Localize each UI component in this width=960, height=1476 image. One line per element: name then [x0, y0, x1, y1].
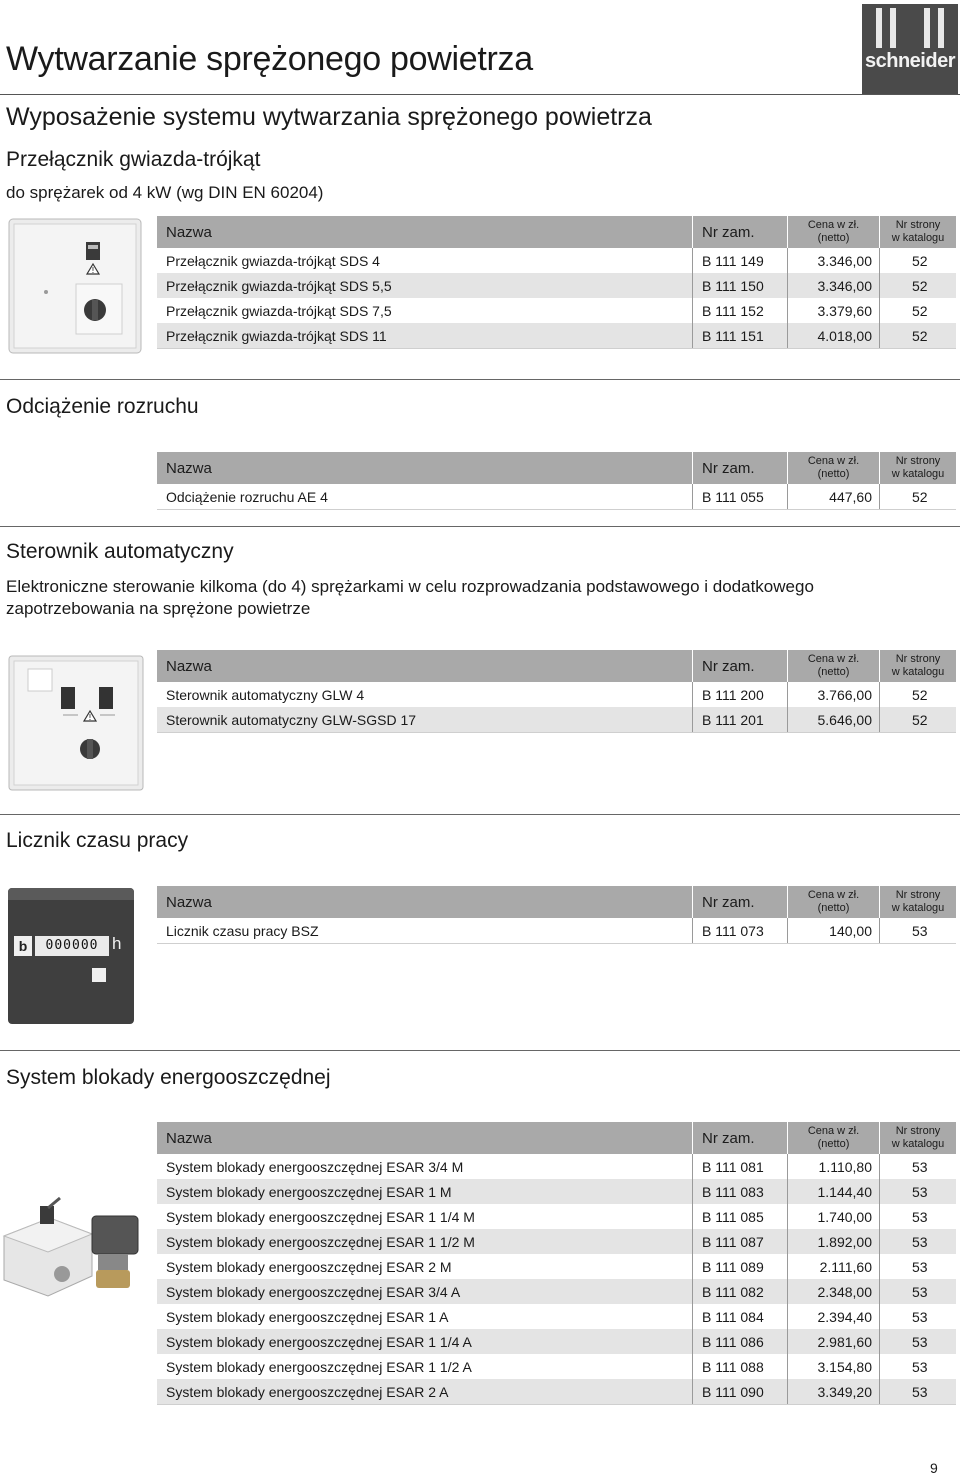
cell-name: Odciążenie rozruchu AE 4 — [157, 484, 693, 510]
col-header-price: Cena w zł. (netto) — [788, 216, 880, 248]
col-header-name: Nazwa — [157, 216, 693, 248]
section-title-controller: Sterownik automatyczny — [6, 540, 234, 563]
col-header-name: Nazwa — [157, 1122, 693, 1154]
cell-page: 52 — [880, 273, 957, 298]
counter-digits: 000000 — [35, 936, 109, 956]
table-row — [157, 707, 956, 733]
col-header-page: Nr strony w katalogu — [880, 452, 957, 484]
col-header-price: Cena w zł. (netto) — [788, 1122, 880, 1154]
table-energy-lock — [157, 1122, 956, 1405]
table-star-delta — [157, 216, 956, 349]
col-header-price: Cena w zł. (netto) — [788, 452, 880, 484]
cell-page: 53 — [880, 1154, 957, 1179]
cell-name: Przełącznik gwiazda-trójkąt SDS 7,5 — [157, 298, 693, 323]
col-header-page: Nr strony w katalogu — [880, 1122, 957, 1154]
cell-name: System blokady energooszczędnej ESAR 1 M — [157, 1179, 693, 1204]
automatic-controller-image — [8, 655, 144, 791]
cell-order: B 111 089 — [693, 1254, 788, 1279]
cell-order: B 111 081 — [693, 1154, 788, 1179]
section-divider — [0, 814, 960, 815]
cell-page: 52 — [880, 484, 957, 510]
cell-name: Przełącznik gwiazda-trójkąt SDS 4 — [157, 248, 693, 273]
table-row — [157, 918, 956, 944]
cell-price: 140,00 — [788, 918, 880, 944]
section-divider — [0, 526, 960, 527]
counter-unit: h — [112, 934, 122, 953]
col-header-price: Cena w zł. (netto) — [788, 650, 880, 682]
cell-page: 53 — [880, 1254, 957, 1279]
cell-price: 5.646,00 — [788, 707, 880, 733]
col-header-order: Nr zam. — [693, 1122, 788, 1154]
svg-text:!: ! — [91, 266, 95, 275]
cell-order: B 111 149 — [693, 248, 788, 273]
col-header-order: Nr zam. — [693, 452, 788, 484]
table-row — [157, 273, 956, 298]
cell-page: 52 — [880, 323, 957, 349]
section-description-controller: Elektroniczne sterowanie kilkoma (do 4) sprężarkami w celu rozprowadzania podstawowego i dodatkowego zapotrzebowania na sprężone powietrze — [6, 577, 814, 618]
cell-order: B 111 083 — [693, 1179, 788, 1204]
table-row — [157, 484, 956, 510]
cell-price: 3.379,60 — [788, 298, 880, 323]
cell-price: 3.346,00 — [788, 273, 880, 298]
cell-page: 52 — [880, 707, 957, 733]
logo-word: schneider — [865, 50, 955, 72]
cell-order: B 111 084 — [693, 1304, 788, 1329]
cell-name: System blokady energooszczędnej ESAR 3/4 M — [157, 1154, 693, 1179]
cell-name: System blokady energooszczędnej ESAR 1 1/2 A — [157, 1354, 693, 1379]
svg-text:!: ! — [88, 713, 92, 722]
cell-page: 53 — [880, 1379, 957, 1405]
cell-page: 53 — [880, 1179, 957, 1204]
section-divider — [0, 379, 960, 380]
col-header-name: Nazwa — [157, 886, 693, 918]
cell-page: 53 — [880, 1204, 957, 1229]
schneider-logo — [862, 4, 958, 94]
cell-price: 2.394,40 — [788, 1304, 880, 1329]
cell-page: 53 — [880, 1279, 957, 1304]
table-row — [157, 1254, 956, 1279]
section-title-energy-lock: System blokady energooszczędnej — [6, 1066, 331, 1089]
cell-order: B 111 082 — [693, 1279, 788, 1304]
page-title: Wytwarzanie sprężonego powietrza — [6, 40, 533, 78]
cell-price: 1.740,00 — [788, 1204, 880, 1229]
hour-meter-image — [8, 888, 134, 1024]
col-header-page: Nr strony w katalogu — [880, 216, 957, 248]
cell-price: 1.110,80 — [788, 1154, 880, 1179]
col-header-name: Nazwa — [157, 650, 693, 682]
cell-price: 1.144,40 — [788, 1179, 880, 1204]
counter-brand: b — [14, 936, 32, 956]
cell-name: System blokady energooszczędnej ESAR 1 1/2 M — [157, 1229, 693, 1254]
table-row — [157, 1304, 956, 1329]
col-header-name: Nazwa — [157, 452, 693, 484]
cell-name: Przełącznik gwiazda-trójkąt SDS 5,5 — [157, 273, 693, 298]
table-row — [157, 1229, 956, 1254]
table-row — [157, 1154, 956, 1179]
cell-price: 3.154,80 — [788, 1354, 880, 1379]
table-row — [157, 298, 956, 323]
cell-order: B 111 086 — [693, 1329, 788, 1354]
cell-order: B 111 150 — [693, 273, 788, 298]
section-title-hour-meter: Licznik czasu pracy — [6, 829, 189, 852]
cell-order: B 111 087 — [693, 1229, 788, 1254]
cell-price: 447,60 — [788, 484, 880, 510]
cell-page: 52 — [880, 248, 957, 273]
cell-order: B 111 088 — [693, 1354, 788, 1379]
col-header-page: Nr strony w katalogu — [880, 886, 957, 918]
cell-order: B 111 152 — [693, 298, 788, 323]
header-divider — [0, 94, 960, 95]
cell-name: Sterownik automatyczny GLW 4 — [157, 682, 693, 707]
page-number: 9 — [930, 1460, 938, 1476]
cell-price: 3.346,00 — [788, 248, 880, 273]
cell-price: 3.766,00 — [788, 682, 880, 707]
cell-price: 2.981,60 — [788, 1329, 880, 1354]
cell-name: System blokady energooszczędnej ESAR 1 A — [157, 1304, 693, 1329]
col-header-order: Nr zam. — [693, 650, 788, 682]
cell-page: 53 — [880, 1329, 957, 1354]
cell-name: Sterownik automatyczny GLW-SGSD 17 — [157, 707, 693, 733]
col-header-order: Nr zam. — [693, 216, 788, 248]
cell-name: System blokady energooszczędnej ESAR 1 1/4 A — [157, 1329, 693, 1354]
section-note-star-delta: do sprężarek od 4 kW (wg DIN EN 60204) — [6, 183, 324, 202]
cell-price: 3.349,20 — [788, 1379, 880, 1405]
col-header-order: Nr zam. — [693, 886, 788, 918]
table-controller — [157, 650, 956, 733]
cell-page: 53 — [880, 1229, 957, 1254]
table-row — [157, 682, 956, 707]
section-divider — [0, 1050, 960, 1051]
cell-page: 53 — [880, 918, 957, 944]
table-row — [157, 1354, 956, 1379]
cell-price: 2.348,00 — [788, 1279, 880, 1304]
table-row — [157, 1279, 956, 1304]
cell-name: System blokady energooszczędnej ESAR 2 M — [157, 1254, 693, 1279]
cell-order: B 111 073 — [693, 918, 788, 944]
star-delta-switch-image — [8, 218, 142, 354]
cell-name: System blokady energooszczędnej ESAR 1 1/4 M — [157, 1204, 693, 1229]
table-row — [157, 1179, 956, 1204]
cell-price: 2.111,60 — [788, 1254, 880, 1279]
table-row — [157, 1204, 956, 1229]
section-title-start-unloading: Odciążenie rozruchu — [6, 395, 199, 418]
cell-page: 53 — [880, 1354, 957, 1379]
cell-order: B 111 090 — [693, 1379, 788, 1405]
table-row — [157, 248, 956, 273]
table-start-unloading — [157, 452, 956, 510]
page-subtitle: Wyposażenie systemu wytwarzania sprężonego powietrza — [6, 103, 652, 131]
cell-price: 1.892,00 — [788, 1229, 880, 1254]
energy-saving-valve-image — [0, 1196, 148, 1304]
table-hour-meter — [157, 886, 956, 944]
cell-order: B 111 200 — [693, 682, 788, 707]
cell-page: 53 — [880, 1304, 957, 1329]
cell-order: B 111 201 — [693, 707, 788, 733]
table-row — [157, 323, 956, 349]
cell-name: Licznik czasu pracy BSZ — [157, 918, 693, 944]
cell-order: B 111 151 — [693, 323, 788, 349]
col-header-page: Nr strony w katalogu — [880, 650, 957, 682]
table-row — [157, 1379, 956, 1405]
cell-name: System blokady energooszczędnej ESAR 2 A — [157, 1379, 693, 1405]
col-header-price: Cena w zł. (netto) — [788, 886, 880, 918]
cell-price: 4.018,00 — [788, 323, 880, 349]
section-title-star-delta: Przełącznik gwiazda-trójkąt — [6, 148, 261, 171]
cell-order: B 111 055 — [693, 484, 788, 510]
cell-name: Przełącznik gwiazda-trójkąt SDS 11 — [157, 323, 693, 349]
cell-name: System blokady energooszczędnej ESAR 3/4 A — [157, 1279, 693, 1304]
cell-page: 52 — [880, 682, 957, 707]
cell-page: 52 — [880, 298, 957, 323]
cell-order: B 111 085 — [693, 1204, 788, 1229]
table-row — [157, 1329, 956, 1354]
